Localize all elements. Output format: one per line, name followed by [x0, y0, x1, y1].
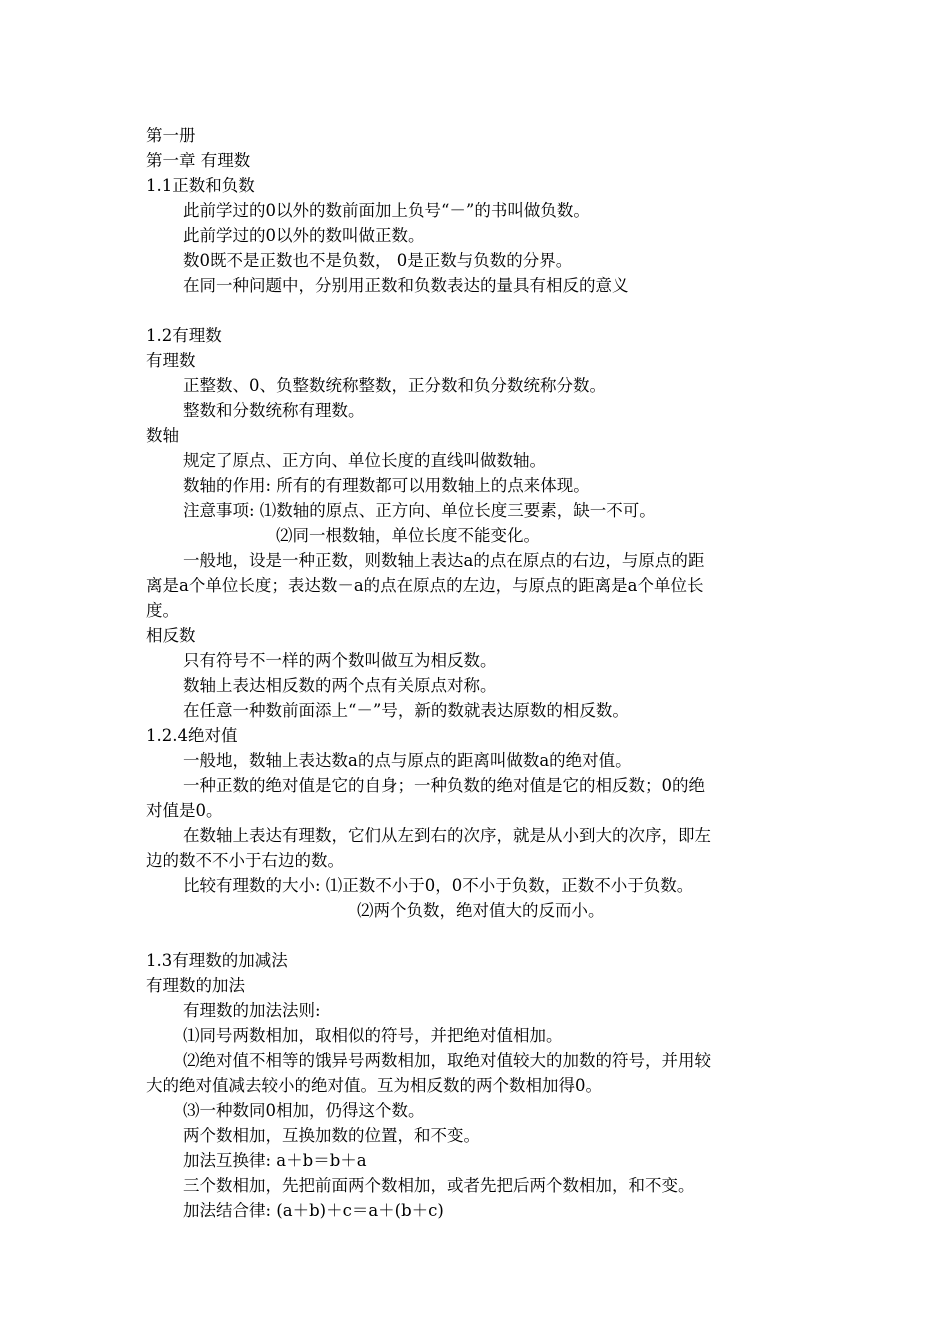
paragraph-line: ⑵同一根数轴，单位长度不能变化。 — [276, 526, 540, 545]
paragraph-line: ⑵绝对值不相等的饿异号两数相加，取绝对值较大的加数的符号，并用较 — [183, 1051, 711, 1070]
paragraph-line: 规定了原点、正方向、单位长度的直线叫做数轴。 — [183, 451, 546, 470]
paragraph-line: 一般地，数轴上表达数a的点与原点的距离叫做数a的绝对值。 — [183, 751, 632, 770]
subsection-heading: 1.2.4绝对值 — [146, 726, 238, 745]
paragraph-line: 数轴上表达相反数的两个点有关原点对称。 — [183, 676, 497, 695]
paragraph-line: ⑴同号两数相加，取相似的符号，并把绝对值相加。 — [183, 1026, 563, 1045]
paragraph-line: 有理数的加法法则: — [183, 1001, 321, 1020]
paragraph-line: ⑵两个负数，绝对值大的反而小。 — [357, 901, 605, 920]
paragraph-line: 数轴的作用: 所有的有理数都可以用数轴上的点来体现。 — [183, 476, 590, 495]
section-heading: 1.1正数和负数 — [146, 176, 255, 195]
paragraph-line: 注意事项: ⑴数轴的原点、正方向、单位长度三要素，缺一不可。 — [183, 501, 656, 520]
formula-line: 加法结合律: (a＋b)＋c＝a＋(b＋c) — [183, 1201, 444, 1220]
formula-line: 加法互换律: a＋b＝b＋a — [183, 1151, 367, 1170]
paragraph-line: 三个数相加，先把前面两个数相加，或者先把后两个数相加，和不变。 — [183, 1176, 695, 1195]
book-title: 第一册 — [146, 126, 196, 145]
chapter-title: 第一章 有理数 — [146, 151, 251, 170]
paragraph-line: 一般地，设是一种正数，则数轴上表达a的点在原点的右边，与原点的距 — [183, 551, 705, 570]
section-heading: 1.3有理数的加减法 — [146, 951, 288, 970]
paragraph-line: 离是a个单位长度；表达数－a的点在原点的左边，与原点的距离是a个单位长 — [146, 576, 704, 595]
subsection-heading: 数轴 — [146, 426, 179, 445]
paragraph-line: 对值是0。 — [146, 801, 223, 820]
paragraph-line: 在任意一种数前面添上“－”号，新的数就表达原数的相反数。 — [183, 701, 629, 720]
subsection-heading: 有理数 — [146, 351, 196, 370]
paragraph-line: 边的数不不小于右边的数。 — [146, 851, 344, 870]
section-heading: 1.2有理数 — [146, 326, 222, 345]
subsection-heading: 相反数 — [146, 626, 196, 645]
paragraph-line: 此前学过的0以外的数前面加上负号“－”的书叫做负数。 — [183, 201, 590, 220]
paragraph-line: 大的绝对值减去较小的绝对值。互为相反数的两个数相加得0。 — [146, 1076, 602, 1095]
paragraph-line: ⑶一种数同0相加，仍得这个数。 — [183, 1101, 425, 1120]
paragraph-line: 比较有理数的大小: ⑴正数不小于0，0不小于负数，正数不小于负数。 — [183, 876, 694, 895]
paragraph-line: 只有符号不一样的两个数叫做互为相反数。 — [183, 651, 497, 670]
paragraph-line: 两个数相加，互换加数的位置，和不变。 — [183, 1126, 480, 1145]
paragraph-line: 度。 — [146, 601, 179, 620]
paragraph-line: 整数和分数统称有理数。 — [183, 401, 365, 420]
paragraph-line: 正整数、0、负整数统称整数，正分数和负分数统称分数。 — [183, 376, 606, 395]
paragraph-line: 在数轴上表达有理数，它们从左到右的次序，就是从小到大的次序，即左 — [183, 826, 711, 845]
paragraph-line: 数0既不是正数也不是负数， 0是正数与负数的分界。 — [183, 251, 573, 270]
paragraph-line: 此前学过的0以外的数叫做正数。 — [183, 226, 425, 245]
subsection-heading: 有理数的加法 — [146, 976, 245, 995]
paragraph-line: 一种正数的绝对值是它的自身；一种负数的绝对值是它的相反数；0的绝 — [183, 776, 705, 795]
paragraph-line: 在同一种问题中，分别用正数和负数表达的量具有相反的意义 — [183, 276, 629, 295]
